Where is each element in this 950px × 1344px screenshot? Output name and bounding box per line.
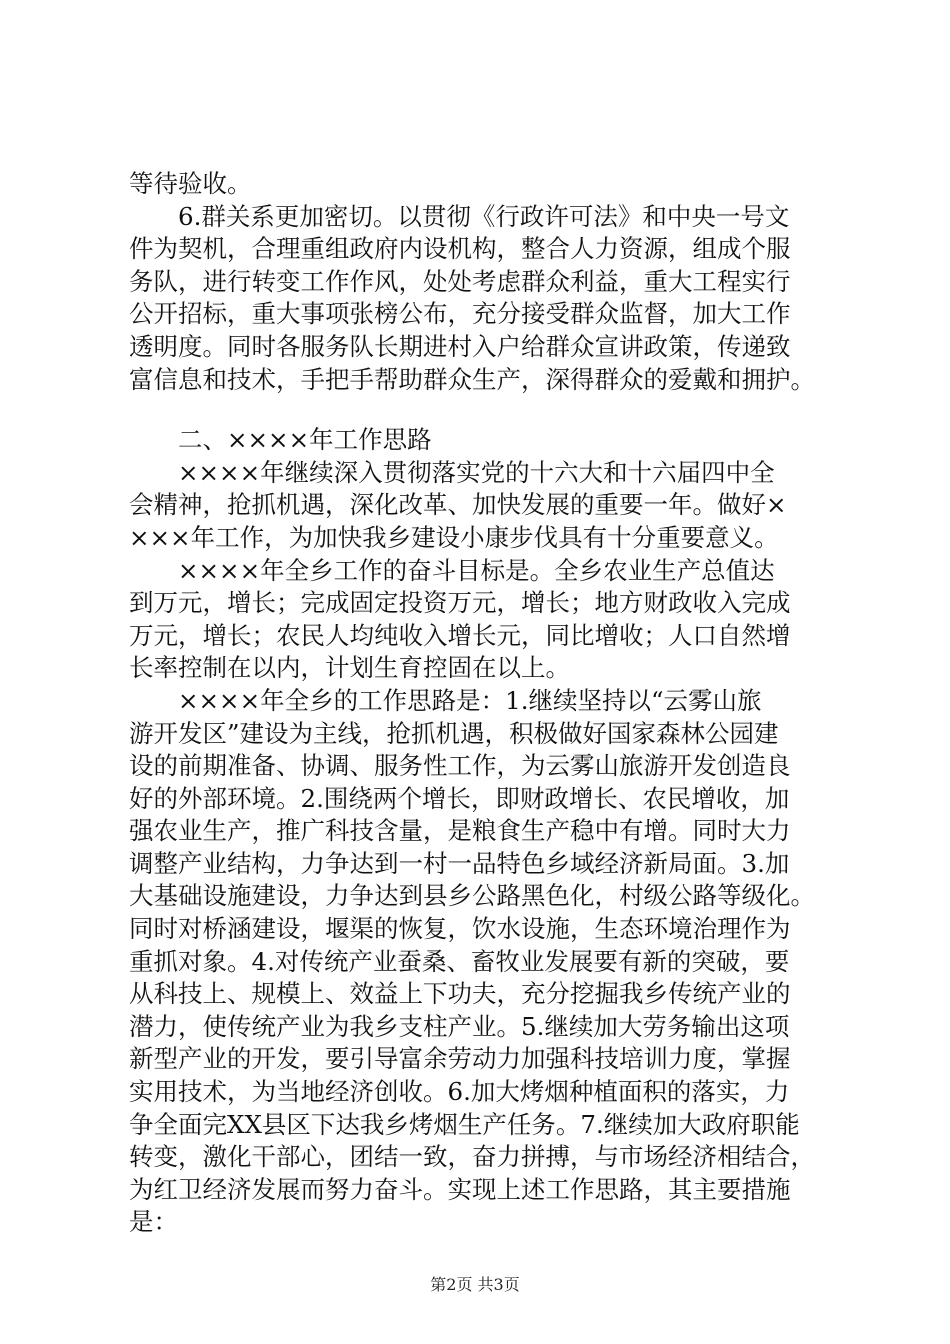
text-line: 设的前期准备、协调、服务性工作，为云雾山旅游开发创造良 bbox=[129, 751, 791, 781]
text-line: 争全面完XX县区下达我乡烤烟生产任务。7.继续加大政府职能 bbox=[129, 1109, 800, 1139]
text-line: 长率控制在以内，计划生育控固在以上。 bbox=[129, 653, 570, 683]
text-line: ××××年全乡工作的奋斗目标是。全乡农业生产总值达 bbox=[178, 555, 775, 585]
text-line: 6.群关系更加密切。以贯彻《行政许可法》和中央一号文 bbox=[178, 201, 790, 231]
text-line: 会精神，抢抓机遇，深化改革、加快发展的重要一年。做好× bbox=[129, 490, 787, 520]
text-line: 富信息和技术，手把手帮助群众生产，深得群众的爱戴和拥护。 bbox=[129, 364, 815, 394]
text-line: 好的外部环境。2.围绕两个增长，即财政增长、农民增收，加 bbox=[129, 783, 790, 813]
text-line: 新型产业的开发，要引导富余劳动力加强科技培训力度，掌握 bbox=[129, 1044, 791, 1074]
text-line: ××××年继续深入贯彻落实党的十六大和十六届四中全 bbox=[178, 457, 775, 487]
text-line: 潜力，使传统产业为我乡支柱产业。5.继续加大劳务输出这项 bbox=[129, 1011, 790, 1041]
text-line: 到万元，增长；完成固定投资万元，增长；地方财政收入完成 bbox=[129, 588, 791, 618]
text-line: 万元，增长；农民人均纯收入增长元，同比增收；人口自然增 bbox=[129, 620, 791, 650]
text-line: ××××年全乡的工作思路是：1.继续坚持以“云雾山旅 bbox=[178, 685, 762, 715]
text-line: 公开招标，重大事项张榜公布，充分接受群众监督，加大工作 bbox=[129, 299, 791, 329]
text-line: 为红卫经济发展而努力奋斗。实现上述工作思路，其主要措施 bbox=[129, 1174, 791, 1204]
page-footer: 第2页 共3页 bbox=[430, 1275, 520, 1294]
text-line: 件为契机，合理重组政府内设机构，整合人力资源，组成个服 bbox=[129, 234, 791, 264]
text-line: 是： bbox=[129, 1207, 178, 1237]
text-line: 调整产业结构，力争达到一村一品特色乡域经济新局面。3.加 bbox=[129, 848, 790, 878]
text-line: 从科技上、规模上、效益上下功夫，充分挖掘我乡传统产业的 bbox=[129, 979, 791, 1009]
text-line: 等待验收。 bbox=[129, 169, 252, 198]
text-line: ×××年工作，为加快我乡建设小康步伐具有十分重要意义。 bbox=[129, 522, 779, 552]
text-line: 大基础设施建设，力争达到县乡公路黑色化，村级公路等级化。 bbox=[129, 881, 815, 911]
text-line: 转变，激化干部心，团结一致，奋力拼搏，与市场经济相结合， bbox=[129, 1142, 815, 1172]
text-line: 游开发区”建设为主线，抢抓机遇，积极做好国家森林公园建 bbox=[129, 718, 779, 748]
text-line: 透明度。同时各服务队长期进村入户给群众宣讲政策，传递致 bbox=[129, 331, 791, 361]
text-line: 实用技术，为当地经济创收。6.加大烤烟种植面积的落实，力 bbox=[129, 1077, 790, 1107]
text-line: 强农业生产，推广科技含量，是粮食生产稳中有增。同时大力 bbox=[129, 816, 791, 846]
document-body bbox=[129, 168, 849, 1239]
paragraph-gap bbox=[129, 396, 849, 424]
text-line: 二、××××年工作思路 bbox=[178, 425, 432, 455]
text-line: 务队，进行转变工作作风，处处考虑群众利益，重大工程实行 bbox=[129, 266, 791, 296]
text-line: 同时对桥涵建设，堰渠的恢复，饮水设施，生态环境治理作为 bbox=[129, 914, 791, 944]
text-line: 重抓对象。4.对传统产业蚕桑、畜牧业发展要有新的突破，要 bbox=[129, 946, 790, 976]
